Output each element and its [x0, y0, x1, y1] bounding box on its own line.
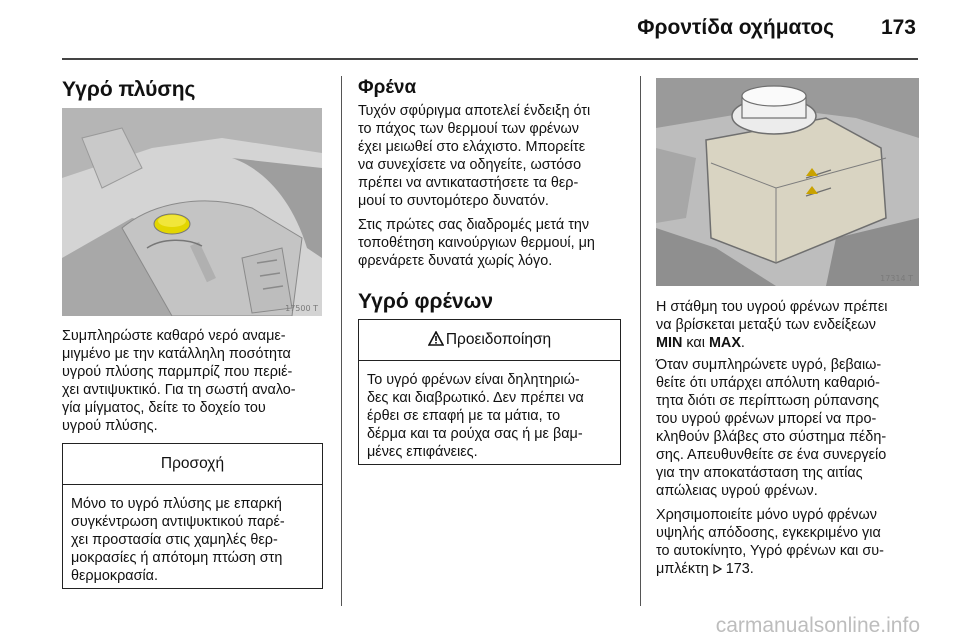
figure-code: 17500 T: [285, 304, 318, 313]
page-number: 173: [880, 16, 916, 39]
brakes-heading: Φρένα: [358, 77, 417, 98]
brakes-paragraph-1: Τυχόν σφύριγμα αποτελεί ένδειξη ότι το πάχος των θερμουί των φρένων έχει μειωθεί στο ελάχιστο. Μπορείτε να συνεχίσετε να οδηγείτε, ωστόσο πρέπει να αντικαταστήσετε τα θερ- μουί το συντομότερο δυνατόν.: [358, 103, 591, 209]
brakes-paragraph-2: Στις πρώτες σας διαδρομές μετά την τοποθέτηση καινούργιων θερμουί, μη φρενάρετε δυνατά χωρίς λόγο.: [358, 217, 595, 269]
figure-code: 17314 T: [880, 274, 913, 283]
level-line-2: να βρίσκεται μεταξύ των ενδείξεων: [656, 317, 876, 333]
fluid-type-end: .: [749, 561, 754, 577]
washer-fluid-illustration: [62, 108, 322, 316]
column-divider: [341, 76, 342, 606]
page-title: Φροντίδα οχήματος: [637, 16, 834, 39]
and-word: και: [686, 335, 705, 351]
brake-fluid-reservoir-illustration: [656, 78, 919, 286]
washer-fluid-heading: Υγρό πλύσης: [62, 78, 196, 101]
column-divider: [640, 76, 641, 606]
warning-title: Προειδοποίηση: [445, 331, 552, 348]
warning-icon: [428, 331, 444, 346]
header-rule: [62, 58, 918, 60]
watermark: carmanualsonline.info: [715, 614, 920, 637]
caution-title: Προσοχή: [63, 444, 322, 485]
fluid-type-text: Χρησιμοποιείτε μόνο υγρό φρένων υψηλής απόδοσης, εγκεκριμένο για το αυτοκίνητο, Υγρό φρένων και συ- μπλέκτη: [656, 507, 884, 577]
warning-header: [359, 320, 620, 361]
max-mark-label: MAX: [708, 335, 741, 351]
sentence-end: .: [740, 335, 745, 351]
fluid-type-paragraph: [656, 506, 936, 578]
brake-fluid-level-paragraph: [656, 298, 936, 352]
brake-reservoir-image: [656, 78, 919, 286]
min-mark-label: MIN: [656, 335, 683, 351]
filling-paragraph: Όταν συμπληρώνετε υγρό, βεβαιω- θείτε ότι υπάρχει απόλυτη καθαριό- τητα διότι σε περίπτωση ρύπανσης του υγρού φρένων μπορεί να προ- κληθούν βλάβες στο σύστημα πέδη- σης. Απευθυνθείτε σε ένα συνεργείο για την αποκατάσταση της αιτίας απώλειας υγρού φρένων.: [656, 357, 887, 499]
caution-body: Μόνο το υγρό πλύσης με επαρκή συγκέντρωση αντιψυκτικού παρέ- χει προστασία στις χαμηλές θερ- μοκρασίες ή απότομη πτώση στη θερμοκρασία.: [71, 496, 285, 584]
caution-box: [62, 443, 323, 589]
warning-box: [358, 319, 621, 465]
page-reference-link[interactable]: 173: [725, 561, 750, 577]
washer-fluid-paragraph: Συμπληρώστε καθαρό νερό αναμε- μιγμένο με την κατάλληλη ποσότητα υγρού πλύσης παρμπρίζ που περιέ- χει αντιψυκτικό. Για τη σωστή αναλο- γία μίγματος, δείτε το δοχείο του υγρού πλύσης.: [62, 328, 296, 434]
page-reference-icon: [713, 564, 722, 574]
brake-fluid-heading: Υγρό φρένων: [358, 290, 494, 313]
engine-bay-washer-image: [62, 108, 322, 316]
warning-body: Το υγρό φρένων είναι δηλητηριώ- δες και διαβρωτικό. Δεν πρέπει να έρθει σε επαφή με τα μάτια, το δέρμα και τα ρούχα σας ή με βαμ- μένες επιφάνειες.: [367, 372, 584, 460]
level-line-1: Η στάθμη του υγρού φρένων πρέπει: [656, 299, 888, 315]
